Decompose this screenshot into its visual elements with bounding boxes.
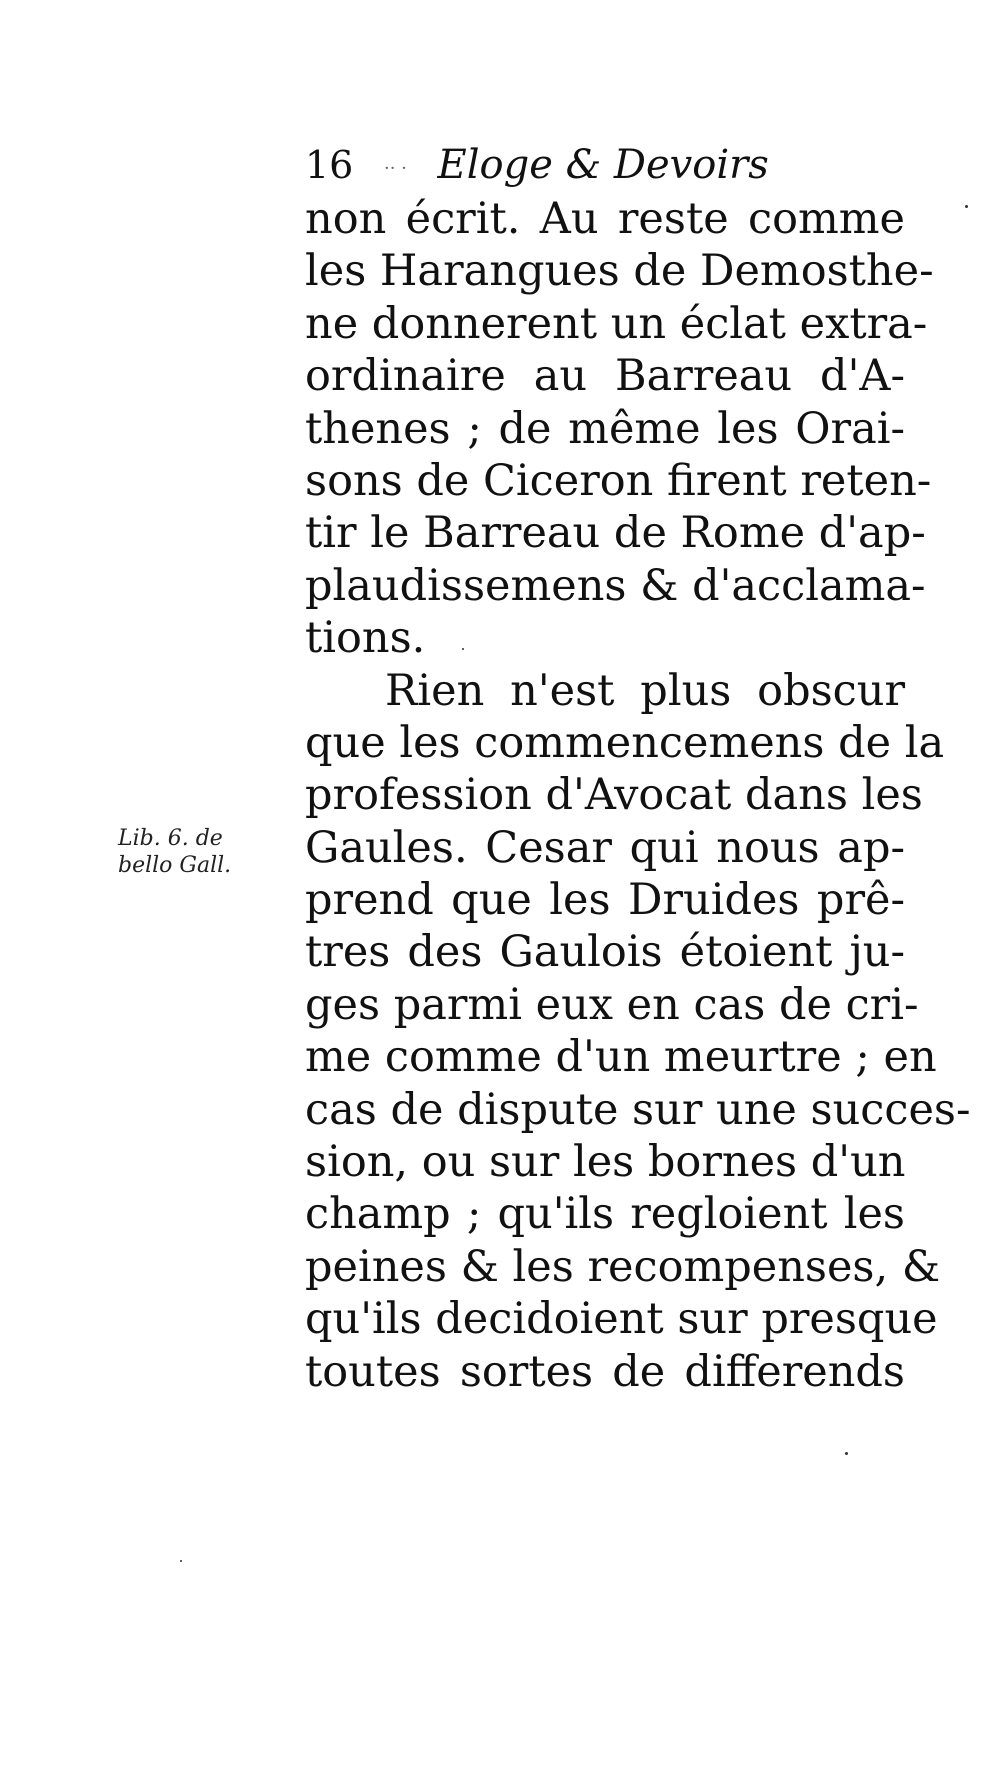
paragraph-start-line: Rien n'est plus obscur [385,665,905,716]
print-speck [845,1452,848,1455]
text-line: sion, ou sur les bornes d'un [305,1137,906,1188]
text-line: non écrit. Au reste comme [305,194,905,244]
header-separator: ·· · [384,157,407,179]
margin-note [118,825,288,879]
page-number: 16 [305,143,354,187]
text-line: tres des Gaulois étoient ju- [305,927,905,978]
text-line: profession d'Avocat dans les [305,770,923,821]
margin-note-line: bello Gall. [118,853,232,878]
text-line: champ ; qu'ils regloient les [305,1189,905,1240]
text-line: que les commencemens de la [305,717,945,768]
text-line: sons de Ciceron firent reten- [305,455,932,506]
text-line: prend que les Druides prê- [305,875,905,926]
body-text [305,193,971,1398]
margin-note-line: Lib. 6. de [118,826,223,851]
print-speck [462,648,464,650]
text-line: plaudissemens & d'acclama- [305,560,926,611]
print-speck [965,205,968,208]
print-speck [180,1560,182,1562]
text-line: me comme d'un meurtre ; en [305,1032,937,1083]
text-line: tions. [305,613,426,664]
text-line: ne donnerent un éclat extra- [305,298,928,349]
running-head: Eloge & Devoirs [437,142,769,188]
text-line: les Harangues de Demosthe- [305,246,934,297]
text-line: qu'ils decidoient sur presque [305,1294,938,1345]
text-line: cas de dispute sur une succes- [305,1084,971,1135]
text-line: ordinaire au Barreau d'A- [305,351,905,402]
text-line: tir le Barreau de Rome d'ap- [305,508,926,559]
text-line: ges parmi eux en cas de cri- [305,979,919,1030]
text-line: Gaules. Cesar qui nous ap- [305,822,905,873]
text-line: peines & les recompenses, & [305,1241,941,1292]
page-header [305,140,905,190]
text-line: thenes ; de même les Orai- [305,403,905,454]
text-line: toutes sortes de differends [305,1346,905,1397]
